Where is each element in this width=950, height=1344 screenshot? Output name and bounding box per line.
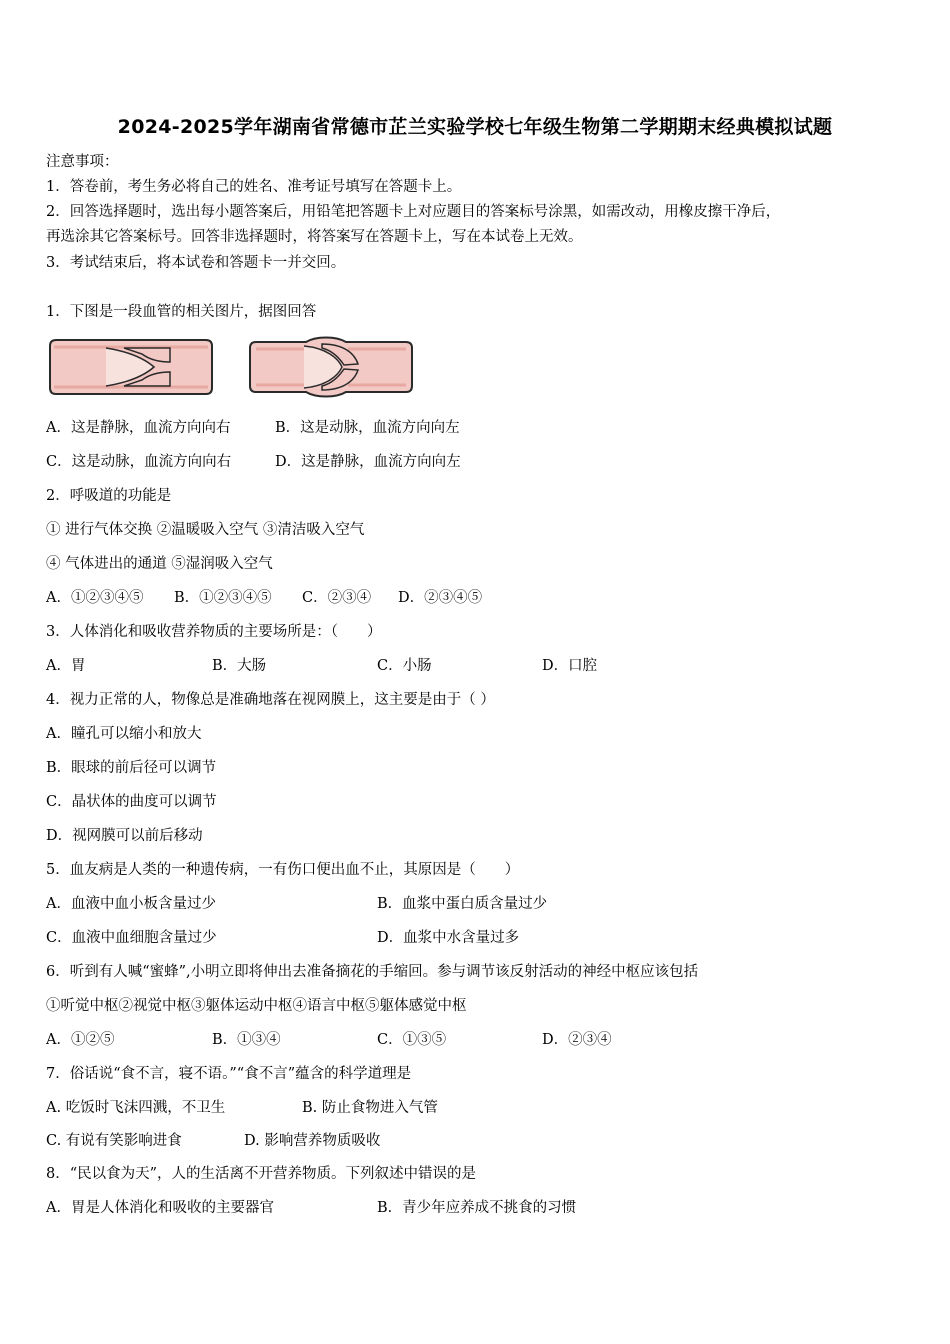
blood-vessel-figure (46, 334, 416, 400)
page-title: 2024-2025学年湖南省常德市芷兰实验学校七年级生物第二学期期末经典模拟试题 (117, 116, 833, 138)
q3-option-b[interactable]: B．大肠 (212, 658, 267, 674)
q7-option-c[interactable]: C. 有说有笑影响进食 (46, 1133, 182, 1149)
q3-option-d[interactable]: D．口腔 (542, 658, 598, 674)
vessel-segment-left (50, 340, 212, 394)
notice-item-3: 3．考试结束后，将本试卷和答题卡一并交回。 (46, 255, 346, 271)
vessel-segment-right (250, 338, 412, 397)
q8-stem: 8．“民以食为天”，人的生活离不开营养物质。下列叙述中错误的是 (46, 1166, 477, 1182)
q1-option-a[interactable]: A．这是静脉，血流方向向右 (46, 420, 231, 436)
q4-option-b[interactable]: B．眼球的前后径可以调节 (46, 760, 217, 776)
q2-stem: 2．呼吸道的功能是 (46, 488, 172, 504)
q5-option-b[interactable]: B．血浆中蛋白质含量过少 (377, 896, 548, 912)
q1-option-b[interactable]: B．这是动脉，血流方向向左 (275, 420, 460, 436)
q5-stem: 5．血友病是人类的一种遗传病，一有伤口便出血不止，其原因是（ ） (46, 862, 520, 878)
q6-option-c[interactable]: C．①③⑤ (377, 1032, 447, 1048)
q7-stem: 7．俗话说“食不言，寝不语。”“食不言”蕴含的科学道理是 (46, 1066, 412, 1082)
notice-heading: 注意事项： (46, 154, 119, 170)
q1-option-c[interactable]: C．这是动脉，血流方向向右 (46, 454, 232, 470)
q6-option-d[interactable]: D．②③④ (542, 1032, 612, 1048)
q4-option-a[interactable]: A．瞳孔可以缩小和放大 (46, 726, 202, 742)
notice-item-2: 2．回答选择题时，选出每小题答案后，用铅笔把答题卡上对应题目的答案标号涂黑，如需改动，用橡皮擦干净后， (46, 204, 781, 220)
q4-stem: 4．视力正常的人，物像总是准确地落在视网膜上，这主要是由于（ ） (46, 692, 495, 708)
q6-stem: 6．听到有人喊“蜜蜂”,小明立即将伸出去准备摘花的手缩回。参与调节该反射活动的神经中枢应该包括 (46, 964, 699, 980)
q5-option-d[interactable]: D．血浆中水含量过多 (377, 930, 520, 946)
notice-item-1: 1．答卷前，考生务必将自己的姓名、准考证号填写在答题卡上。 (46, 179, 462, 195)
q1-option-d[interactable]: D．这是静脉，血流方向向左 (275, 454, 461, 470)
q5-option-c[interactable]: C．血液中血细胞含量过少 (46, 930, 217, 946)
q6-statement-1: ①听觉中枢②视觉中枢③躯体运动中枢④语言中枢⑤躯体感觉中枢 (46, 998, 467, 1014)
q6-option-a[interactable]: A．①②⑤ (46, 1032, 115, 1048)
q1-stem: 1．下图是一段血管的相关图片，据图回答 (46, 304, 317, 320)
q2-statement-1: ① 进行气体交换 ②温暖吸入空气 ③清洁吸入空气 (46, 522, 365, 538)
q2-statement-2: ④ 气体进出的通道 ⑤湿润吸入空气 (46, 556, 273, 572)
q3-stem: 3．人体消化和吸收营养物质的主要场所是：（ ） (46, 624, 382, 640)
q7-option-b[interactable]: B. 防止食物进入气管 (302, 1100, 438, 1116)
q2-option-b[interactable]: B．①②③④⑤ (174, 590, 272, 606)
q8-option-a[interactable]: A．胃是人体消化和吸收的主要器官 (46, 1200, 274, 1216)
q6-option-b[interactable]: B．①③④ (212, 1032, 281, 1048)
q2-option-c[interactable]: C．②③④ (302, 590, 372, 606)
q3-option-a[interactable]: A．胃 (46, 658, 86, 674)
q5-option-a[interactable]: A．血液中血小板含量过少 (46, 896, 216, 912)
q7-option-d[interactable]: D. 影响营养物质吸收 (244, 1133, 381, 1149)
q4-option-d[interactable]: D．视网膜可以前后移动 (46, 828, 203, 844)
q3-option-c[interactable]: C．小肠 (377, 658, 432, 674)
q7-option-a[interactable]: A. 吃饭时飞沫四溅，不卫生 (46, 1100, 226, 1116)
q2-option-d[interactable]: D．②③④⑤ (398, 590, 483, 606)
q4-option-c[interactable]: C．晶状体的曲度可以调节 (46, 794, 217, 810)
notice-item-2-cont: 再选涂其它答案标号。回答非选择题时，将答案写在答题卡上，写在本试卷上无效。 (46, 229, 583, 245)
q2-option-a[interactable]: A．①②③④⑤ (46, 590, 144, 606)
q8-option-b[interactable]: B．青少年应养成不挑食的习惯 (377, 1200, 577, 1216)
